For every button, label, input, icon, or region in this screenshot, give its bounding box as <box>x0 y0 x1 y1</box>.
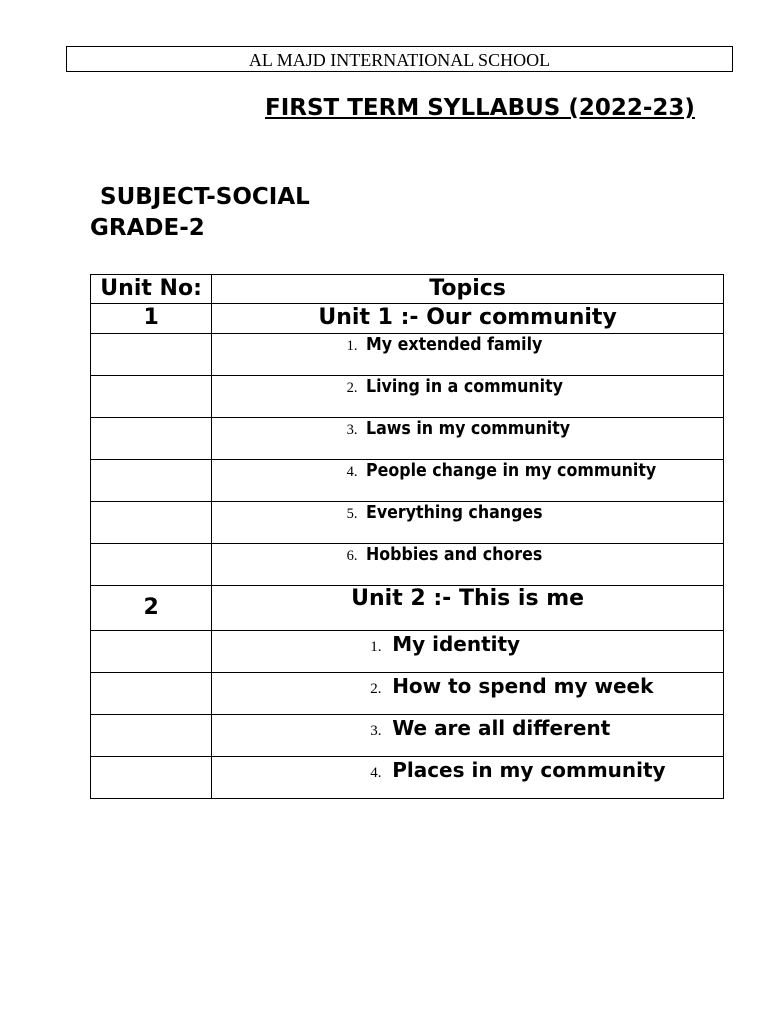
topic-number: 2. <box>370 681 382 697</box>
empty-unit-cell <box>91 502 212 544</box>
unit-no-header: Unit No: <box>91 275 212 304</box>
empty-unit-cell <box>91 673 212 715</box>
topic-text: Living in a community <box>366 376 564 397</box>
topic-number: 2. <box>346 380 358 396</box>
topic-text: Hobbies and chores <box>366 544 543 565</box>
topic-row <box>91 631 724 673</box>
empty-unit-cell <box>91 460 212 502</box>
empty-unit-cell <box>91 376 212 418</box>
topic-cell <box>212 544 724 586</box>
topic-text: My identity <box>392 632 521 656</box>
topic-row <box>91 715 724 757</box>
topic-number: 1. <box>370 639 382 655</box>
topic-cell <box>212 715 724 757</box>
topic-number: 5. <box>346 506 358 522</box>
topic-cell <box>212 631 724 673</box>
empty-unit-cell <box>91 631 212 673</box>
syllabus-title: FIRST TERM SYLLABUS (2022-23) <box>265 95 695 121</box>
topic-cell <box>212 460 724 502</box>
syllabus-table <box>90 274 724 799</box>
subject-label: SUBJECT-SOCIAL <box>100 184 310 210</box>
topic-text: Laws in my community <box>366 418 571 439</box>
topic-cell <box>212 334 724 376</box>
topic-number: 3. <box>370 723 382 739</box>
empty-unit-cell <box>91 334 212 376</box>
topic-text: Places in my community <box>392 758 666 782</box>
topic-row <box>91 544 724 586</box>
unit-number: 2 <box>91 586 212 631</box>
topic-row <box>91 460 724 502</box>
empty-unit-cell <box>91 715 212 757</box>
table-header-row <box>91 275 724 304</box>
topic-number: 6. <box>346 548 358 564</box>
topic-row <box>91 757 724 799</box>
unit-title: Unit 1 :- Our community <box>212 304 724 334</box>
topic-text: We are all different <box>392 716 611 740</box>
topic-row <box>91 673 724 715</box>
topic-cell <box>212 502 724 544</box>
topic-number: 4. <box>346 464 358 480</box>
topic-number: 1. <box>346 338 358 354</box>
unit-title: Unit 2 :- This is me <box>212 586 724 631</box>
school-name: AL MAJD INTERNATIONAL SCHOOL <box>66 46 733 72</box>
empty-unit-cell <box>91 418 212 460</box>
topic-number: 3. <box>346 422 358 438</box>
topic-cell <box>212 418 724 460</box>
topic-row <box>91 376 724 418</box>
topic-row <box>91 502 724 544</box>
topic-text: How to spend my week <box>392 674 654 698</box>
grade-label: GRADE-2 <box>90 215 205 241</box>
unit-number: 1 <box>91 304 212 334</box>
topic-cell <box>212 376 724 418</box>
topic-row <box>91 334 724 376</box>
topic-text: People change in my community <box>366 460 657 481</box>
topics-header: Topics <box>212 275 724 304</box>
topic-text: Everything changes <box>366 502 543 523</box>
unit-row <box>91 586 724 631</box>
empty-unit-cell <box>91 757 212 799</box>
topic-number: 4. <box>370 765 382 781</box>
topic-text: My extended family <box>366 334 543 355</box>
empty-unit-cell <box>91 544 212 586</box>
topic-cell <box>212 757 724 799</box>
unit-row <box>91 304 724 334</box>
topic-cell <box>212 673 724 715</box>
topic-row <box>91 418 724 460</box>
